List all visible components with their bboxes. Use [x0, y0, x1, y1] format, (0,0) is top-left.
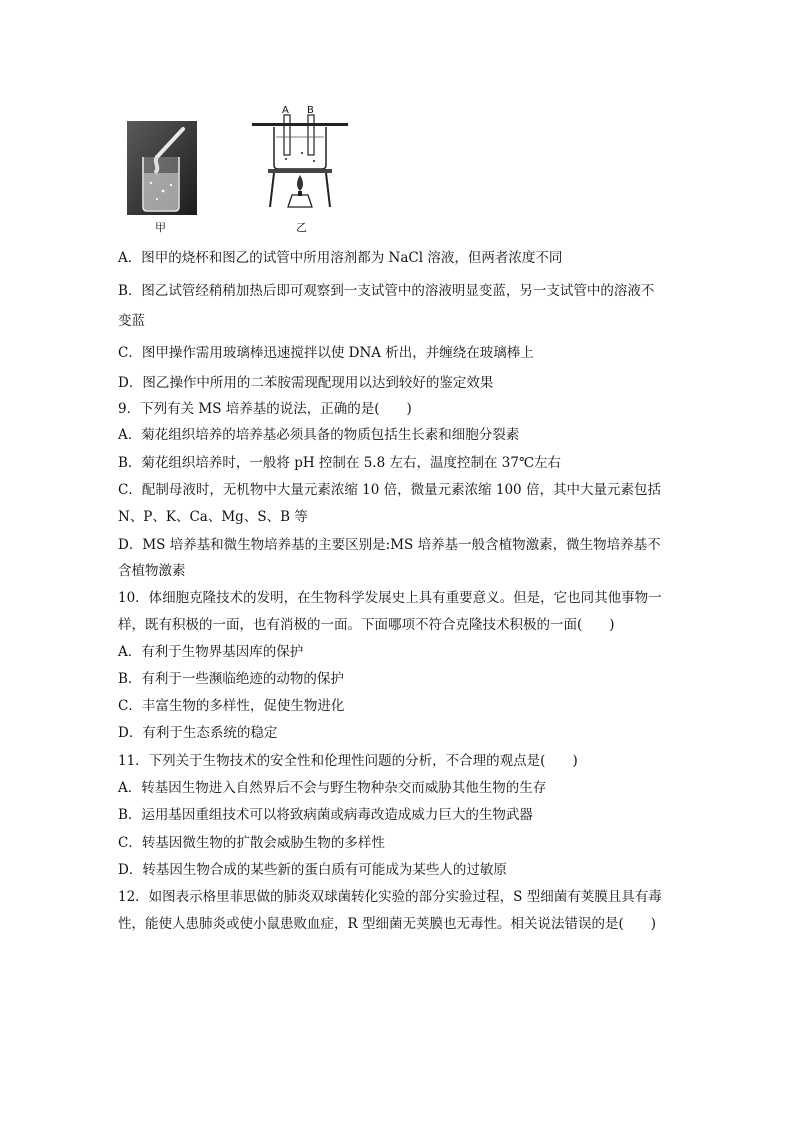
- text-line: A．转基因生物进入自然界后不会与野生物种杂交而威胁其他生物的生存: [118, 780, 547, 796]
- text-line: C．图甲操作需用玻璃棒迅速搅拌以使 DNA 析出，并缠绕在玻璃棒上: [118, 345, 534, 361]
- figure-yi: [252, 103, 352, 215]
- question-9-stem: 9．下列有关 MS 培养基的说法，正确的是( ): [118, 401, 412, 417]
- tube-a-label: A: [282, 105, 289, 116]
- text-line: D．图乙操作中所用的二苯胺需现配现用以达到较好的鉴定效果: [118, 375, 494, 391]
- text-line: N、P、K、Ca、Mg、S、B 等: [118, 509, 308, 525]
- beaker-photo-image: [127, 121, 197, 215]
- question-11-stem: 11．下列关于生物技术的安全性和伦理性问题的分析，不合理的观点是( ): [118, 753, 578, 769]
- text-line: C．转基因微生物的扩散会威胁生物的多样性: [118, 835, 385, 851]
- text-line: D．MS 培养基和微生物培养基的主要区别是:MS 培养基一般含植物激素，微生物培养基不: [118, 537, 661, 553]
- text-line: A．图甲的烧杯和图乙的试管中所用溶剂都为 NaCl 溶液，但两者浓度不同: [118, 250, 563, 266]
- text-line: 样，既有积极的一面，也有消极的一面。下面哪项不符合克隆技术积极的一面( ): [118, 617, 615, 633]
- text-line: D．转基因生物合成的某些新的蛋白质有可能成为某些人的过敏原: [118, 862, 507, 878]
- text-line: 含植物激素: [118, 563, 186, 579]
- text-line: A．有利于生物界基因库的保护: [118, 644, 304, 660]
- text-line: B．有利于一些濒临绝迹的动物的保护: [118, 671, 344, 687]
- figure-jia: [127, 121, 197, 215]
- water-bath-apparatus-image: [252, 103, 352, 215]
- text-line: B．图乙试管经稍稍加热后即可观察到一支试管中的溶液明显变蓝，另一支试管中的溶液不: [118, 283, 655, 299]
- tube-b-label: B: [307, 105, 314, 116]
- question-12-stem: 12．如图表示格里菲思做的肺炎双球菌转化实验的部分实验过程，S 型细菌有荚膜且具有毒: [118, 889, 662, 905]
- question-10-stem: 10．体细胞克隆技术的发明，在生物科学发展史上具有重要意义。但是，它也同其他事物一: [118, 590, 662, 606]
- text-line: B．菊花组织培养时，一般将 pH 控制在 5.8 左右，温度控制在 37℃左右: [118, 455, 562, 471]
- figure-jia-label: 甲: [155, 221, 166, 234]
- text-line: 性，能使人患肺炎或使小鼠患败血症，R 型细菌无荚膜也无毒性。相关说法错误的是( ): [118, 916, 656, 932]
- text-line: C．配制母液时，无机物中大量元素浓缩 10 倍，微量元素浓缩 100 倍，其中大量元素包括: [118, 482, 661, 498]
- text-line: D．有利于生态系统的稳定: [118, 725, 278, 741]
- text-line: 变蓝: [118, 313, 145, 329]
- text-line: B．运用基因重组技术可以将致病菌或病毒改造成威力巨大的生物武器: [118, 807, 533, 823]
- figure-yi-label: 乙: [296, 221, 307, 234]
- text-line: C．丰富生物的多样性，促使生物进化: [118, 698, 345, 714]
- text-line: A．菊花组织培养的培养基必须具备的物质包括生长素和细胞分裂素: [118, 427, 520, 443]
